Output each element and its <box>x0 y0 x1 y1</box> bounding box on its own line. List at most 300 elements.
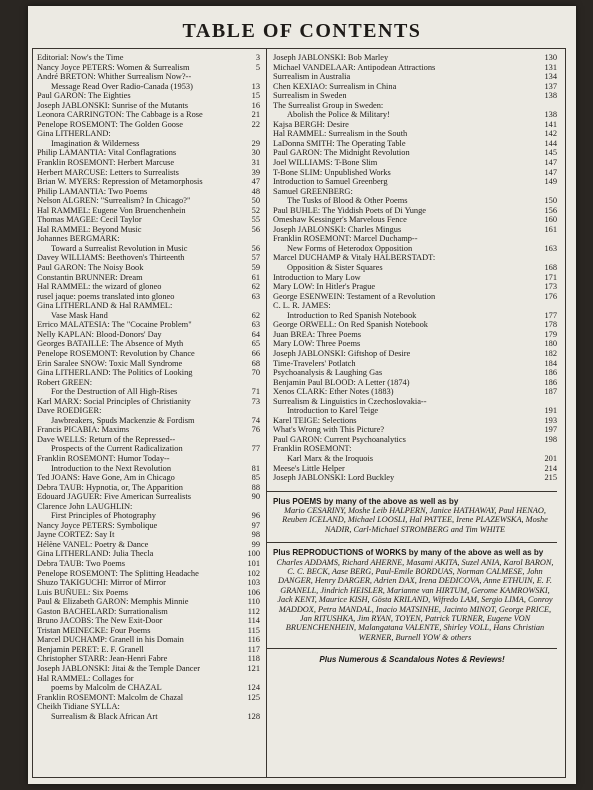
toc-entry <box>37 693 260 703</box>
toc-entry-page: 112 <box>247 606 260 616</box>
toc-entry <box>37 263 260 273</box>
toc-entry-title: Clarence John LAUGHLIN: <box>37 501 133 511</box>
toc-entry-title: Karel TEIGE: Selections <box>273 415 357 425</box>
toc-entry-title: Leonora CARRINGTON: The Cabbage is a Rose <box>37 110 203 120</box>
toc-entry-title: Herbert MARCUSE: Letters to Surrealists <box>37 167 179 177</box>
toc-entry <box>273 349 557 359</box>
toc-entry-title: Toward a Surrealist Revolution in Music <box>51 243 188 253</box>
page-title: TABLE OF CONTENTS <box>182 20 422 42</box>
toc-entry-title: Nancy Joyce PETERS: Women & Surrealism <box>37 62 190 72</box>
toc-entry <box>37 597 260 607</box>
toc-entry-page: 15 <box>251 91 260 101</box>
toc-entry <box>37 320 260 330</box>
toc-entry-title: Karl MARX: Social Principles of Christianity <box>37 396 191 406</box>
toc-entry-title: Joseph JABLONSKI: Giftshop of Desire <box>273 348 411 358</box>
toc-entry <box>273 110 557 120</box>
toc-entry-page: 173 <box>544 282 557 292</box>
toc-entry-title: For the Destruction of All High-Rises <box>51 387 178 397</box>
toc-entry-page: 124 <box>247 683 260 693</box>
toc-entry-title: Hal RAMMEL: Collages for <box>37 673 134 683</box>
toc-entry <box>273 359 557 369</box>
toc-entry-page: 163 <box>544 243 557 253</box>
toc-entry <box>37 559 260 569</box>
toc-entry-page: 182 <box>544 348 557 358</box>
toc-entry-title: Paul GARON: The Noisy Book <box>37 263 144 273</box>
toc-entry <box>273 139 557 149</box>
toc-entry <box>273 120 557 130</box>
toc-entry-page: 5 <box>255 62 260 72</box>
toc-entry <box>273 263 557 273</box>
toc-entry-title: Robert GREEN: <box>37 377 93 387</box>
toc-entry <box>273 301 557 311</box>
toc-entry <box>273 339 557 349</box>
toc-entry-title: Shuzo TAKIGUCHI: Mirror of Mirror <box>37 578 166 588</box>
toc-entry-page: 197 <box>544 425 557 435</box>
toc-entry <box>37 273 260 283</box>
toc-entry-title: Hal RAMMEL: Beyond Music <box>37 224 142 234</box>
toc-entry-title: Gaston BACHELARD: Surrationalism <box>37 606 168 616</box>
toc-entry-title: Johannes BERGMARK: <box>37 234 120 244</box>
toc-entry-title: Erin Saralee SNOW: Toxic Mall Syndrome <box>37 358 183 368</box>
toc-entry-title: T-Bone SLIM: Unpublished Works <box>273 167 391 177</box>
toc-entry-page: 62 <box>251 310 260 320</box>
toc-entry-page: 149 <box>544 177 557 187</box>
toc-entry <box>37 473 260 483</box>
toc-entry-page: 116 <box>247 635 260 645</box>
toc-entry <box>37 282 260 292</box>
toc-entry-page: 125 <box>247 692 260 702</box>
toc-entry <box>37 168 260 178</box>
toc-entry-title: Debra TAUB: Two Poems <box>37 558 125 568</box>
toc-entry-page: 81 <box>251 463 260 473</box>
toc-entry-title: Joel WILLIAMS: T-Bone Slim <box>273 158 378 168</box>
toc-entry-title: First Principles of Photography <box>51 511 156 521</box>
toc-entry-page: 90 <box>251 492 260 502</box>
toc-entry-title: Luis BUÑUEL: Six Poems <box>37 587 128 597</box>
toc-entry-title: Time-Travelers' Potlatch <box>273 358 356 368</box>
toc-entry <box>273 225 557 235</box>
toc-entry-page: 147 <box>544 158 557 168</box>
toc-entry-title: Francis PICABIA: Maxims <box>37 425 130 435</box>
toc-entry <box>273 368 557 378</box>
toc-entry-page: 130 <box>544 53 557 62</box>
toc-entry-title: Joseph JABLONSKI: Lord Buckley <box>273 473 395 483</box>
works-section <box>267 542 557 642</box>
toc-entry-title: Surrealism in Sweden <box>273 91 347 101</box>
toc-entry <box>273 292 557 302</box>
footer-note: Plus Numerous & Scandalous Notes & Reviews! <box>267 648 557 665</box>
toc-entry-page: 56 <box>251 243 260 253</box>
toc-entry-title: Brian W. MYERS: Repression of Metamorphosis <box>37 177 203 187</box>
toc-entry-title: Nelly KAPLAN: Blood-Donors' Day <box>37 329 162 339</box>
toc-entry-title: Hal RAMMEL: the wizard of gloneo <box>37 282 162 292</box>
toc-entry-page: 177 <box>544 310 557 320</box>
toc-entry <box>37 674 260 684</box>
toc-entry-title: Tristan MEINECKE: Four Poems <box>37 625 151 635</box>
toc-entry-title: Surrealism & Linguistics in Czechoslovakia-- <box>273 396 427 406</box>
works-names: Charles ADDAMS, Richard AHERNE, Masami AKITA, Suzel ANIA, Karol BARON, C. C. BECK, Aase BERG, Paul-Emile BORDUAS, Norman CALMESE, John DANGER, Henry DARGER, Adrien DAX, Irena DEDICOVA, Anne ETHUIN, E. F. GRANELL, Jindrich HEISLER, Marianne van HIRTUM, Gerome KAMROWSKI, Jack KENT, Maurice KISH, Gösta KRILAND, Wifredo LAM, Sergio LIMA, Conroy MADDOX, Petra MANDAL, Inacio MATSINHE, Jacinto MINOT, George PRICE, Jan RITUSHKA, Jim RYAN, TOYEN, Patrick TURNER, Eugene VON BRUENCHENHEIN, Malangatana VALENTE, Shirley VOLL, Hans Christian WERNER, Burnell YOW & others <box>276 557 554 642</box>
toc-entry <box>37 425 260 435</box>
toc-entry <box>273 444 557 454</box>
toc-entry-title: Bruno JACOBS: The New Exit-Door <box>37 616 163 626</box>
toc-entry <box>37 444 260 454</box>
toc-entry-page: 71 <box>251 387 260 397</box>
toc-entry <box>273 416 557 426</box>
toc-entry-title: LaDonna SMITH: The Operating Table <box>273 138 406 148</box>
toc-entry <box>37 521 260 531</box>
column-divider <box>266 49 267 777</box>
toc-entry <box>37 502 260 512</box>
toc-entry <box>37 63 260 73</box>
toc-entry-title: rusel jaque: poems translated into gloneo <box>37 291 175 301</box>
toc-entry <box>37 148 260 158</box>
toc-entry <box>273 253 557 263</box>
toc-entry-page: 115 <box>247 625 260 635</box>
toc-entry <box>37 91 260 101</box>
toc-entry-page: 61 <box>251 272 260 282</box>
toc-entry <box>37 120 260 130</box>
toc-entry-page: 68 <box>251 358 260 368</box>
contents-frame <box>32 48 566 778</box>
toc-entry <box>37 664 260 674</box>
toc-entry-title: Debra TAUB: Hypnotia, or, The Apparition <box>37 482 183 492</box>
toc-entry <box>37 330 260 340</box>
toc-entry <box>37 435 260 445</box>
toc-entry <box>37 359 260 369</box>
toc-entry-title: Introduction to Karel Teige <box>287 406 379 416</box>
toc-entry <box>37 139 260 149</box>
toc-entry-page: 147 <box>544 167 557 177</box>
toc-entry-page: 178 <box>544 320 557 330</box>
toc-entry <box>37 72 260 82</box>
toc-entry-page: 138 <box>544 110 557 120</box>
toc-entry-page: 63 <box>251 291 260 301</box>
toc-entry <box>273 397 557 407</box>
toc-entry-title: Cheikh Tidiane SYLLA: <box>37 702 120 712</box>
toc-entry-title: Nelson ALGREN: "Surrealism? In Chicago?" <box>37 196 191 206</box>
toc-entry-page: 144 <box>544 138 557 148</box>
toc-entry-page: 145 <box>544 148 557 158</box>
toc-entry-title: Introduction to Red Spanish Notebook <box>287 310 417 320</box>
toc-entry-title: Marcel DUCHAMP & Vitaly HALBERSTADT: <box>273 253 436 263</box>
toc-entry <box>37 511 260 521</box>
toc-entry-page: 168 <box>544 263 557 273</box>
toc-entry <box>37 645 260 655</box>
toc-entry-title: Omeshaw Kessinger's Marvelous Fence <box>273 215 407 225</box>
toc-entry <box>37 549 260 559</box>
toc-entry <box>273 129 557 139</box>
toc-entry-page: 179 <box>544 329 557 339</box>
toc-entry <box>273 91 557 101</box>
toc-entry-title: Chen KEXIAO: Surrealism in China <box>273 81 397 91</box>
toc-entry-page: 137 <box>544 81 557 91</box>
right-column <box>273 53 557 665</box>
toc-entry-page: 198 <box>544 434 557 444</box>
toc-entry <box>37 569 260 579</box>
toc-entry <box>273 215 557 225</box>
toc-entry-page: 121 <box>247 664 260 673</box>
toc-entry-page: 88 <box>251 482 260 492</box>
toc-entry-title: Introduction to the Next Revolution <box>51 463 172 473</box>
toc-entry-title: Introduction to Samuel Greenberg <box>273 177 388 187</box>
toc-entry-title: Philip LAMANTIA: Vital Conflagrations <box>37 148 177 158</box>
toc-entry <box>273 378 557 388</box>
toc-entry-page: 103 <box>247 578 260 588</box>
toc-entry <box>273 464 557 474</box>
toc-entry-title: Dave WELLS: Return of the Repressed-- <box>37 434 176 444</box>
toc-entry-page: 186 <box>544 368 557 378</box>
toc-entry-page: 180 <box>544 339 557 349</box>
toc-entry-page: 47 <box>251 177 260 187</box>
toc-entry-title: Surrealism & Black African Art <box>51 711 158 721</box>
toc-entry-page: 73 <box>251 396 260 406</box>
toc-entry-title: George ESENWEIN: Testament of a Revolution <box>273 291 436 301</box>
toc-entry-page: 29 <box>251 138 260 148</box>
toc-entry <box>273 473 557 483</box>
toc-entry-page: 30 <box>251 148 260 158</box>
toc-entry-title: Hal RAMMEL: Surrealism in the South <box>273 129 408 139</box>
toc-entry-title: Franklin ROSEMONT: Humor Today-- <box>37 453 170 463</box>
toc-entry <box>37 368 260 378</box>
toc-entry-title: Gina LITHERLAND: The Politics of Looking <box>37 368 193 378</box>
toc-entry <box>37 464 260 474</box>
toc-entry-page: 131 <box>544 62 557 72</box>
toc-entry-title: Franklin ROSEMONT: Marcel Duchamp-- <box>273 234 418 244</box>
toc-entry <box>273 406 557 416</box>
toc-entry <box>273 435 557 445</box>
toc-entry-page: 21 <box>251 110 260 120</box>
toc-entry-page: 150 <box>544 196 557 206</box>
toc-entry-page: 102 <box>247 568 260 578</box>
toc-entry <box>37 339 260 349</box>
toc-entry <box>273 148 557 158</box>
toc-entry-title: Michael VANDELAAR: Antipodean Attractions <box>273 62 436 72</box>
toc-entry-title: Meese's Little Helper <box>273 463 345 473</box>
toc-entry-page: 76 <box>251 425 260 435</box>
toc-entry-title: Gina LITHERLAND & Hal RAMMEL: <box>37 301 173 311</box>
toc-entry-title: Xenos CLARK: Ether Notes (1883) <box>273 387 394 397</box>
toc-entry-page: 187 <box>544 387 557 397</box>
toc-entry-title: Paul GARON: The Eighties <box>37 91 131 101</box>
toc-entry <box>37 225 260 235</box>
toc-entry-page: 193 <box>544 415 557 425</box>
toc-entry-title: Penelope ROSEMONT: The Splitting Headache <box>37 568 199 578</box>
left-column <box>37 53 260 721</box>
toc-entry-title: Thomas MAGEE: Cecil Taylor <box>37 215 142 225</box>
toc-entry-page: 117 <box>247 644 260 654</box>
toc-entry-page: 74 <box>251 415 260 425</box>
toc-entry-title: Paul GARON: The Midnight Revolution <box>273 148 410 158</box>
toc-entry <box>37 626 260 636</box>
toc-entry-title: Gina LITHERLAND: Julia Thecla <box>37 549 154 559</box>
toc-entry <box>37 635 260 645</box>
toc-entry-page: 171 <box>544 272 557 282</box>
toc-entry-page: 186 <box>544 377 557 387</box>
toc-entry-page: 77 <box>251 444 260 454</box>
toc-entry <box>37 378 260 388</box>
toc-entry <box>37 129 260 139</box>
toc-entry-page: 85 <box>251 473 260 483</box>
toc-entry-page: 100 <box>247 549 260 559</box>
toc-entry-page: 215 <box>544 473 557 483</box>
toc-entry-title: New Forms of Heterodox Opposition <box>287 243 413 253</box>
toc-entry <box>273 282 557 292</box>
poems-section <box>267 491 557 535</box>
toc-entry-page: 201 <box>544 453 557 463</box>
toc-entry <box>37 702 260 712</box>
toc-entry-title: Georges BATAILLE: The Absence of Myth <box>37 339 184 349</box>
toc-entry <box>37 683 260 693</box>
toc-entry-title: Juan BREA: Three Poems <box>273 329 362 339</box>
toc-entry-title: Franklin ROSEMONT: <box>273 444 352 454</box>
toc-entry-page: 141 <box>544 119 557 129</box>
toc-entry <box>37 206 260 216</box>
toc-entry-page: 142 <box>544 129 557 139</box>
toc-entry-title: Kajsa BERGH: Desire <box>273 119 349 129</box>
toc-entry <box>273 168 557 178</box>
toc-entry-page: 98 <box>251 530 260 540</box>
toc-entry <box>37 406 260 416</box>
toc-entry-page: 22 <box>251 119 260 129</box>
toc-entry-page: 59 <box>251 263 260 273</box>
toc-entry-page: 184 <box>544 358 557 368</box>
toc-entry-title: Franklin ROSEMONT: Herbert Marcuse <box>37 158 175 168</box>
toc-entry <box>273 273 557 283</box>
toc-entry-title: Karl Marx & the Iroquois <box>287 453 374 463</box>
toc-entry <box>273 330 557 340</box>
toc-entry-title: What's Wrong with This Picture? <box>273 425 385 435</box>
right-entries <box>273 53 557 483</box>
page-sheet <box>28 6 576 784</box>
toc-entry-page: 99 <box>251 539 260 549</box>
toc-entry-title: Dave ROEDIGER: <box>37 406 102 416</box>
toc-entry <box>273 244 557 254</box>
toc-entry-page: 191 <box>544 406 557 416</box>
toc-entry-page: 156 <box>544 205 557 215</box>
toc-entry-page: 66 <box>251 348 260 358</box>
toc-entry-title: C. L. R. JAMES: <box>273 301 331 311</box>
toc-entry <box>37 578 260 588</box>
toc-entry-page: 176 <box>544 291 557 301</box>
toc-entry-title: Samuel GREENBERG: <box>273 186 353 196</box>
toc-entry-page: 50 <box>251 196 260 206</box>
toc-entry-title: Jayne CORTEZ: Say It <box>37 530 115 540</box>
poems-heading: Plus POEMS by many of the above as well as by <box>273 496 459 506</box>
toc-entry-page: 161 <box>544 224 557 234</box>
toc-entry-title: Jawbreakers, Spuds Mackenzie & Fordism <box>51 415 195 425</box>
toc-entry <box>37 540 260 550</box>
toc-entry-page: 39 <box>251 167 260 177</box>
toc-entry <box>273 187 557 197</box>
toc-entry-title: George ORWELL: On Red Spanish Notebook <box>273 320 428 330</box>
toc-entry-title: Psychoanalysis & Laughing Gas <box>273 368 383 378</box>
toc-entry-title: Edouard JAGUER: Five American Surrealists <box>37 492 191 502</box>
toc-entry <box>273 53 557 63</box>
toc-entry-title: Nancy Joyce PETERS: Symbolique <box>37 520 158 530</box>
toc-entry-page: 48 <box>251 186 260 196</box>
toc-entry-title: Joseph JABLONSKI: Bob Marley <box>273 53 389 62</box>
toc-entry <box>273 311 557 321</box>
toc-entry-title: Benjamin PERET: E. F. Granell <box>37 644 144 654</box>
toc-entry <box>273 387 557 397</box>
toc-entry-title: Imagination & Wilderness <box>51 138 140 148</box>
toc-entry-title: Hélène VANEL: Poetry & Dance <box>37 539 149 549</box>
toc-entry-title: poems by Malcolm de CHAZAL <box>51 683 162 693</box>
toc-entry-page: 134 <box>544 72 557 82</box>
toc-entry-page: 3 <box>255 53 260 62</box>
toc-entry <box>37 654 260 664</box>
toc-entry-title: Joseph JABLONSKI: Charles Mingus <box>273 224 402 234</box>
toc-entry <box>273 177 557 187</box>
toc-entry-title: Errico MALATESIA: The "Cocaine Problem" <box>37 320 192 330</box>
works-heading: Plus REPRODUCTIONS of WORKS by many of the above as well as by <box>273 548 544 558</box>
toc-entry <box>37 253 260 263</box>
toc-entry-page: 118 <box>247 654 260 664</box>
toc-entry <box>37 215 260 225</box>
toc-entry-title: Hal RAMMEL: Eugene Von Bruenchenhein <box>37 205 186 215</box>
toc-entry-title: Penelope ROSEMONT: Revolution by Chance <box>37 348 195 358</box>
toc-entry <box>37 53 260 63</box>
toc-entry-title: Vase Mask Hand <box>51 310 108 320</box>
toc-entry-page: 63 <box>251 320 260 330</box>
toc-entry-title: Marcel DUCHAMP: Granell in his Domain <box>37 635 184 645</box>
toc-entry-title: Paul & Elizabeth GARON: Memphis Minnie <box>37 597 189 607</box>
poems-names: Mario CESARINY, Moshe Leib HALPERN, Janice HATHAWAY, Paul HENAO, Reuben ICELAND, Michael LOOSLI, Hal PATTEE, Irene PLAZEWSKA, Moshe NADIR, Carl-Michael STROMBERG and Tim WHITE <box>282 506 548 534</box>
toc-entry-page: 97 <box>251 520 260 530</box>
toc-entry <box>37 492 260 502</box>
toc-entry <box>37 311 260 321</box>
toc-entry <box>37 101 260 111</box>
toc-entry-title: Constantin BRUNNER: Dream <box>37 272 143 282</box>
toc-entry-title: Benjamin Paul BLOOD: A Letter (1874) <box>273 377 410 387</box>
toc-entry <box>37 196 260 206</box>
toc-entry <box>37 387 260 397</box>
toc-entry-title: Christopher STARR: Jean-Henri Fabre <box>37 654 168 664</box>
toc-entry <box>37 712 260 722</box>
toc-entry-page: 64 <box>251 329 260 339</box>
toc-entry <box>273 206 557 216</box>
toc-entry <box>37 292 260 302</box>
toc-entry-page: 106 <box>247 587 260 597</box>
toc-entry-page: 110 <box>247 597 260 607</box>
toc-entry-title: The Tusks of Blood & Other Poems <box>287 196 408 206</box>
toc-entry <box>273 234 557 244</box>
toc-entry-title: Joseph JABLONSKI: Jitai & the Temple Dancer <box>37 664 201 673</box>
toc-entry-title: André BRETON: Whither Surrealism Now?-- <box>37 72 192 82</box>
toc-entry <box>37 454 260 464</box>
toc-entry <box>37 530 260 540</box>
toc-entry-page: 16 <box>251 100 260 110</box>
toc-entry <box>37 416 260 426</box>
toc-entry-title: Prospects of the Current Radicalization <box>51 444 183 454</box>
toc-entry-title: Abolish the Police & Military! <box>287 110 390 120</box>
toc-entry-page: 214 <box>544 463 557 473</box>
toc-entry-page: 56 <box>251 224 260 234</box>
toc-entry <box>37 397 260 407</box>
toc-entry-page: 114 <box>247 616 260 626</box>
toc-entry <box>37 82 260 92</box>
toc-entry-page: 128 <box>247 711 260 721</box>
toc-entry-page: 96 <box>251 511 260 521</box>
toc-entry-page: 101 <box>247 558 260 568</box>
toc-entry-title: Mary LOW: Three Poems <box>273 339 361 349</box>
toc-entry-title: Franklin ROSEMONT: Malcolm de Chazal <box>37 692 184 702</box>
toc-entry <box>273 63 557 73</box>
toc-entry <box>273 425 557 435</box>
toc-entry <box>37 234 260 244</box>
toc-entry-title: Paul BUHLE: The Yiddish Poets of Di Yunge <box>273 205 426 215</box>
toc-entry <box>273 196 557 206</box>
